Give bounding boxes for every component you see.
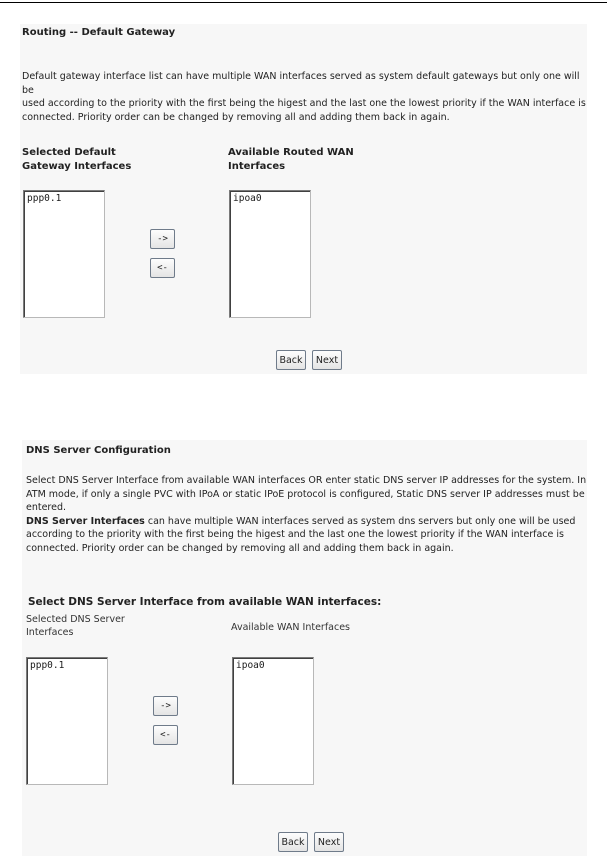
available-wan-header: Available WAN Interfaces: [231, 622, 351, 633]
dns-interfaces-line: connected. Priority order can be changed by removing all and adding them back in again.: [26, 542, 454, 554]
dns-interfaces-line: DNS Server Interfaces can have multiple WAN interfaces served as system dns servers but only one will be used: [26, 515, 576, 527]
dns-interfaces-bold: DNS Server Interfaces: [26, 515, 145, 527]
dns-interfaces-line: according to the priority with the first being the higest and the last one the lowest priority if the WAN interface is: [26, 529, 564, 540]
selected-dns-listbox[interactable]: [26, 657, 108, 785]
list-item[interactable]: ipoa0: [233, 193, 262, 204]
selected-dns-header: Selected DNS Server Interfaces: [26, 614, 125, 638]
selected-gateway-header: Selected Default Gateway Interfaces: [22, 147, 132, 172]
available-routed-wan-listbox[interactable]: [229, 190, 311, 318]
routing-title: Routing -- Default Gateway: [22, 27, 176, 38]
dns-select-heading: Select DNS Server Interface from available WAN interfaces:: [28, 596, 382, 608]
list-item[interactable]: ppp0.1: [30, 660, 65, 671]
dns-intro-line: entered.: [26, 502, 67, 513]
remove-gateway-button[interactable]: <-: [150, 258, 175, 278]
dns-intro: [26, 474, 587, 555]
selected-gateway-listbox[interactable]: [23, 190, 105, 318]
list-item[interactable]: ipoa0: [236, 660, 265, 671]
add-dns-button[interactable]: ->: [153, 696, 178, 716]
dns-title: DNS Server Configuration: [26, 445, 171, 456]
routing-description: [22, 70, 587, 124]
dns-intro-line: ATM mode, if only a single PVC with IPoA or static IPoE protocol is configured, Static DNS server IP addresses must be: [26, 488, 585, 500]
remove-dns-button[interactable]: <-: [153, 725, 178, 745]
routing-description-line: connected. Priority order can be changed by removing all and adding them back in again.: [22, 111, 450, 123]
dns-intro-line: Select DNS Server Interface from available WAN interfaces OR enter static DNS server IP addresses for the system. In: [26, 475, 587, 486]
routing-back-button[interactable]: Back: [276, 350, 306, 370]
routing-next-button[interactable]: Next: [312, 350, 342, 370]
routing-description-line: Default gateway interface list can have multiple WAN interfaces served as system default gateways but only one will be: [22, 71, 580, 96]
dns-next-button[interactable]: Next: [314, 832, 344, 852]
dns-back-button[interactable]: Back: [278, 832, 308, 852]
routing-description-line: used according to the priority with the first being the higest and the last one the lowest priority if the WAN interface is: [22, 98, 586, 109]
available-wan-listbox[interactable]: [232, 657, 314, 785]
top-border-line: [0, 2, 607, 3]
list-item[interactable]: ppp0.1: [27, 193, 62, 204]
available-routed-wan-header: Available Routed WAN Interfaces: [228, 147, 354, 172]
add-gateway-button[interactable]: ->: [150, 229, 175, 249]
